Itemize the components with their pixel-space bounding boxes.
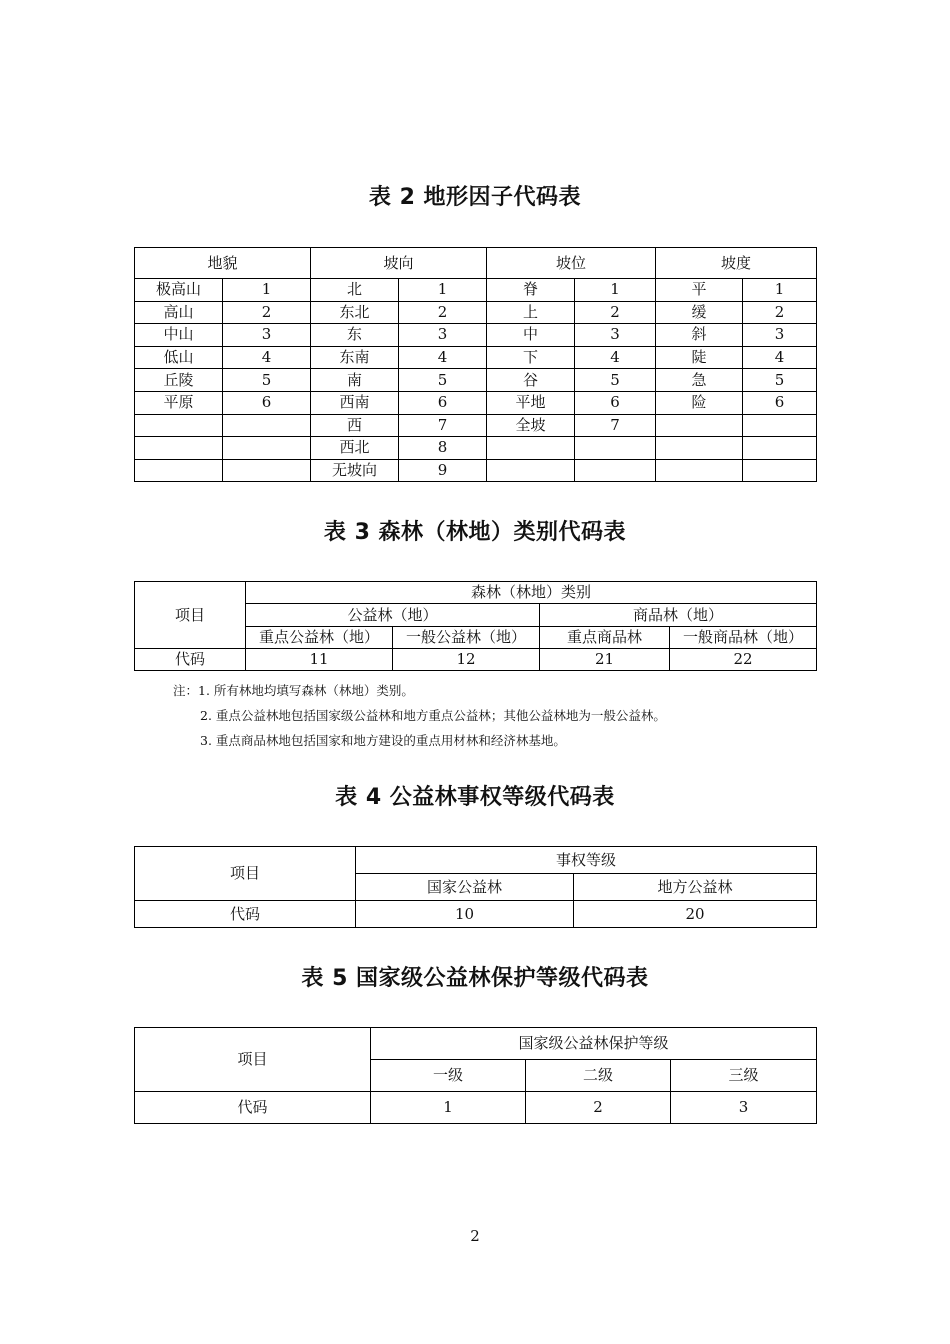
page-number: 2 (470, 1227, 480, 1245)
terrain-code-table (134, 247, 817, 482)
code-cell: 7 (575, 414, 656, 437)
term-cell: 西 (311, 414, 399, 437)
item-label: 项目 (135, 847, 356, 901)
table-row (135, 414, 817, 437)
term-cell (487, 459, 575, 482)
table-row (135, 324, 817, 347)
table-row (135, 847, 817, 874)
code-cell: 5 (575, 369, 656, 392)
table-row (135, 437, 817, 460)
term-cell: 险 (656, 391, 743, 414)
code-cell: 2 (399, 301, 487, 324)
note-item: 注：1. 所有林地均填写森林（林地）类别。 (173, 683, 414, 698)
code-cell (223, 459, 311, 482)
item-label: 项目 (135, 1028, 371, 1092)
code-cell: 5 (399, 369, 487, 392)
code-cell (223, 437, 311, 460)
term-cell (656, 459, 743, 482)
term-cell: 斜 (656, 324, 743, 347)
term-cell: 下 (487, 346, 575, 369)
code-cell (575, 437, 656, 460)
code-cell: 8 (399, 437, 487, 460)
term-cell: 缓 (656, 301, 743, 324)
term-cell (135, 414, 223, 437)
term-cell (135, 459, 223, 482)
code-cell: 6 (743, 391, 817, 414)
term-cell (656, 437, 743, 460)
group-label: 事权等级 (356, 847, 817, 874)
table-row (135, 1092, 817, 1124)
table-row (135, 901, 817, 928)
forest-category-code-table (134, 581, 817, 671)
code-cell (743, 437, 817, 460)
term-cell: 西南 (311, 391, 399, 414)
code-label: 代码 (135, 901, 356, 928)
table-row (135, 279, 817, 302)
code-cell: 4 (399, 346, 487, 369)
code-cell: 1 (223, 279, 311, 302)
protection-level-code-table (134, 1027, 817, 1124)
term-cell: 全坡 (487, 414, 575, 437)
code-cell: 9 (399, 459, 487, 482)
term-cell: 陡 (656, 346, 743, 369)
table4-title: 表 4 公益林事权等级代码表 (335, 785, 615, 810)
code-cell (743, 459, 817, 482)
table3-notes (173, 678, 666, 753)
term-cell: 东南 (311, 346, 399, 369)
term-cell: 无坡向 (311, 459, 399, 482)
category-label: 地方公益林 (574, 874, 817, 901)
header-landform: 地貌 (135, 248, 311, 279)
code-cell: 5 (223, 369, 311, 392)
table-row (135, 1028, 817, 1060)
code-cell: 1 (575, 279, 656, 302)
code-cell: 3 (575, 324, 656, 347)
code-cell: 6 (399, 391, 487, 414)
table5-title: 表 5 国家级公益林保护等级代码表 (301, 966, 649, 991)
code-cell: 2 (743, 301, 817, 324)
table-row (135, 369, 817, 392)
term-cell: 中 (487, 324, 575, 347)
term-cell: 西北 (311, 437, 399, 460)
code-value: 21 (540, 649, 670, 671)
category-label: 重点商品林 (540, 627, 670, 649)
code-cell (575, 459, 656, 482)
code-cell: 3 (399, 324, 487, 347)
code-cell: 4 (223, 346, 311, 369)
table3-title: 表 3 森林（林地）类别代码表 (323, 520, 627, 545)
code-cell: 7 (399, 414, 487, 437)
header-slope-position: 坡位 (487, 248, 656, 279)
code-cell: 4 (743, 346, 817, 369)
table2-header-row (135, 248, 817, 279)
table2-title: 表 2 地形因子代码表 (368, 185, 582, 210)
code-value: 20 (574, 901, 817, 928)
term-cell: 上 (487, 301, 575, 324)
term-cell: 中山 (135, 324, 223, 347)
header-gradient: 坡度 (656, 248, 817, 279)
code-cell (743, 414, 817, 437)
code-value: 1 (371, 1092, 526, 1124)
code-cell: 4 (575, 346, 656, 369)
authority-level-code-table (134, 846, 817, 928)
code-cell: 2 (575, 301, 656, 324)
code-cell: 6 (223, 391, 311, 414)
code-cell: 5 (743, 369, 817, 392)
term-cell (487, 437, 575, 460)
term-cell: 东北 (311, 301, 399, 324)
note-item: 3. 重点商品林地包括国家和地方建设的重点用材林和经济林基地。 (200, 733, 566, 748)
table-row (135, 346, 817, 369)
term-cell: 北 (311, 279, 399, 302)
code-value: 2 (526, 1092, 671, 1124)
code-cell: 2 (223, 301, 311, 324)
category-label: 一级 (371, 1060, 526, 1092)
code-cell: 1 (399, 279, 487, 302)
subgroup-label: 商品林（地） (540, 604, 817, 627)
code-cell: 3 (223, 324, 311, 347)
term-cell: 南 (311, 369, 399, 392)
category-label: 二级 (526, 1060, 671, 1092)
code-label: 代码 (135, 1092, 371, 1124)
term-cell: 极高山 (135, 279, 223, 302)
term-cell: 丘陵 (135, 369, 223, 392)
table-row (135, 391, 817, 414)
category-label: 国家公益林 (356, 874, 574, 901)
term-cell: 脊 (487, 279, 575, 302)
term-cell: 平 (656, 279, 743, 302)
category-label: 一般公益林（地） (393, 627, 540, 649)
code-cell: 1 (743, 279, 817, 302)
code-cell: 3 (743, 324, 817, 347)
term-cell (656, 414, 743, 437)
table-row (135, 649, 817, 671)
code-value: 11 (246, 649, 393, 671)
table-row (135, 459, 817, 482)
term-cell: 平地 (487, 391, 575, 414)
group-label: 国家级公益林保护等级 (371, 1028, 817, 1060)
term-cell: 谷 (487, 369, 575, 392)
term-cell: 平原 (135, 391, 223, 414)
table-row (135, 582, 817, 604)
note-item: 2. 重点公益林地包括国家级公益林和地方重点公益林；其他公益林地为一般公益林。 (200, 708, 666, 723)
category-label: 一般商品林（地） (670, 627, 817, 649)
term-cell (135, 437, 223, 460)
subgroup-label: 公益林（地） (246, 604, 540, 627)
code-value: 3 (671, 1092, 817, 1124)
code-value: 10 (356, 901, 574, 928)
term-cell: 东 (311, 324, 399, 347)
category-label: 三级 (671, 1060, 817, 1092)
term-cell: 低山 (135, 346, 223, 369)
code-label: 代码 (135, 649, 246, 671)
table-row (135, 301, 817, 324)
item-label: 项目 (135, 582, 246, 649)
group-label: 森林（林地）类别 (246, 582, 817, 604)
term-cell: 急 (656, 369, 743, 392)
header-aspect: 坡向 (311, 248, 487, 279)
code-value: 22 (670, 649, 817, 671)
code-cell: 6 (575, 391, 656, 414)
term-cell: 高山 (135, 301, 223, 324)
category-label: 重点公益林（地） (246, 627, 393, 649)
code-cell (223, 414, 311, 437)
code-value: 12 (393, 649, 540, 671)
